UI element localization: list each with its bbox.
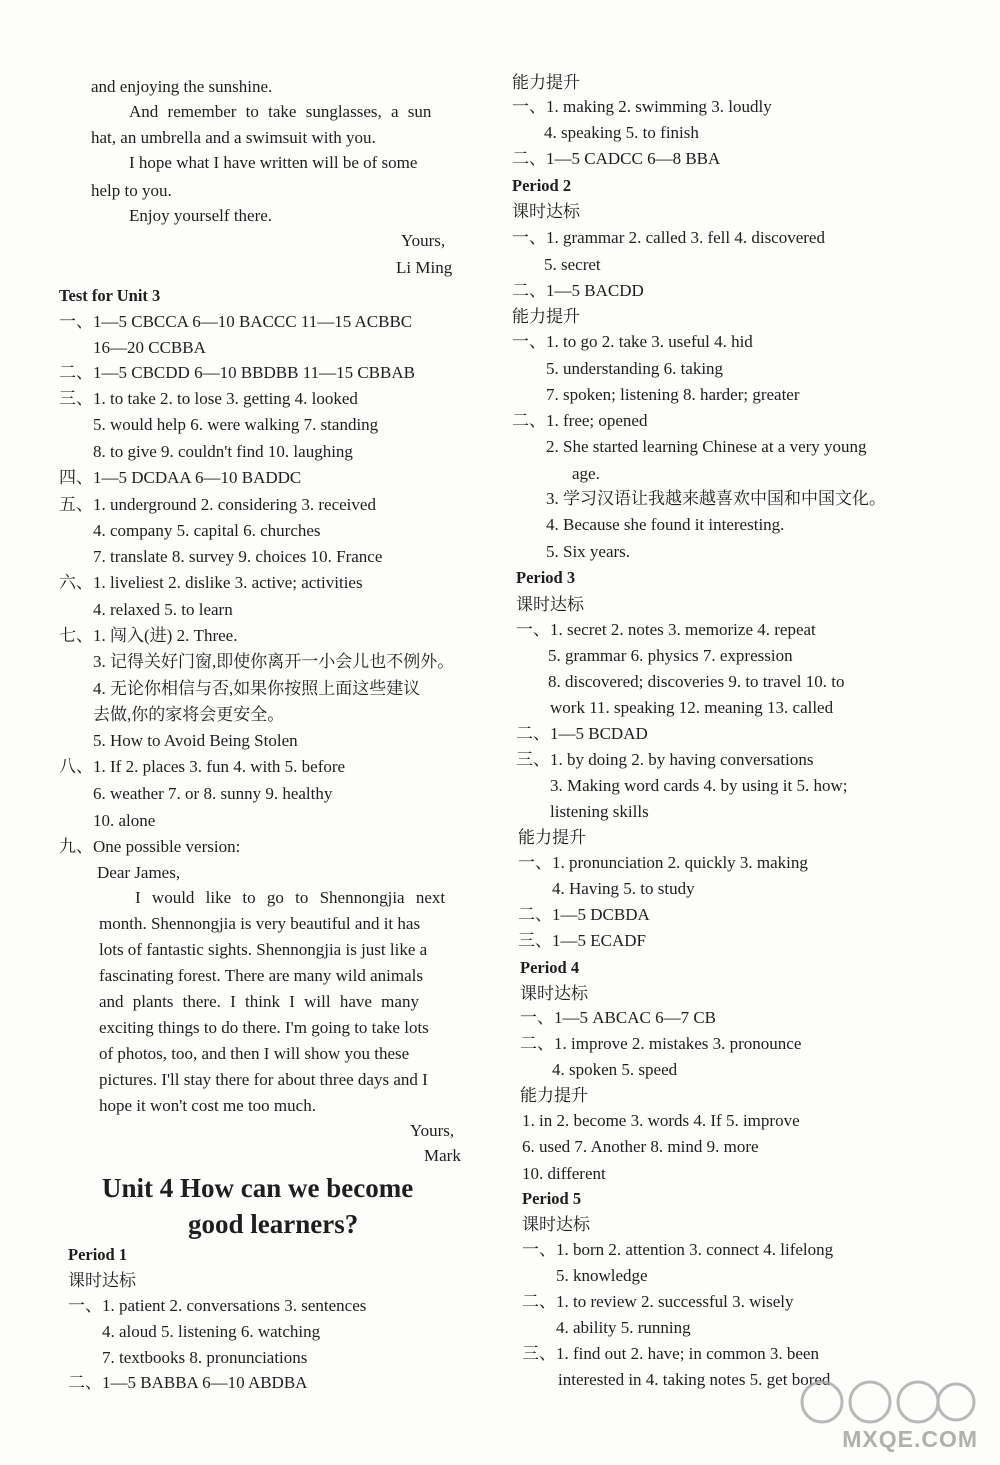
- essay-line: of photos, too, and then I will show you these: [99, 1044, 410, 1063]
- letter-line: I hope what I have written will be of some: [129, 153, 418, 172]
- answer-line: 二、1. to review 2. successful 3. wisely: [522, 1292, 794, 1311]
- answer-line: 4. ability 5. running: [556, 1318, 691, 1337]
- answer-line: 三、1. find out 2. have; in common 3. been: [522, 1344, 819, 1363]
- answer-line: 一、1—5 ABCAC 6—7 CB: [520, 1008, 716, 1027]
- subsection-label: 课时达标: [522, 1215, 590, 1234]
- letter-line: And remember to take sunglasses, a sun: [129, 102, 432, 121]
- unit-title: good learners?: [188, 1209, 359, 1239]
- answer-line: 5. secret: [544, 255, 601, 274]
- subsection-label: 课时达标: [512, 202, 580, 221]
- letter-line: Enjoy yourself there.: [129, 206, 273, 225]
- subsection-label: 能力提升: [520, 1086, 588, 1105]
- answer-line: 一、1. born 2. attention 3. connect 4. lifelong: [522, 1240, 834, 1259]
- answer-line: 二、1—5 BACDD: [512, 281, 644, 300]
- essay-line: Dear James,: [97, 863, 181, 882]
- letter-line: hat, an umbrella and a swimsuit with you.: [91, 128, 376, 147]
- answer-line: work 11. speaking 12. meaning 13. called: [550, 698, 834, 717]
- answer-line: 7. spoken; listening 8. harder; greater: [546, 385, 800, 404]
- answer-line: 3. 记得关好门窗,即使你离开一小会儿也不例外。: [93, 652, 455, 671]
- period-heading: Period 2: [512, 176, 572, 195]
- answer-line: 一、1. pronunciation 2. quickly 3. making: [518, 853, 808, 872]
- essay-line: month. Shennongjia is very beautiful and it has: [99, 914, 421, 933]
- answer-line: 6. used 7. Another 8. mind 9. more: [522, 1137, 759, 1156]
- period-heading: Period 5: [522, 1189, 582, 1208]
- essay-line: lots of fantastic sights. Shennongjia is just like a: [99, 940, 428, 959]
- essay-signoff: Yours,: [410, 1121, 455, 1140]
- answer-line: 7. translate 8. survey 9. choices 10. France: [93, 547, 383, 566]
- answer-line: 四、1—5 DCDAA 6—10 BADDC: [59, 468, 302, 487]
- answer-line: 8. to give 9. couldn't find 10. laughing: [93, 442, 353, 461]
- answer-line: 二、1—5 CBCDD 6—10 BBDBB 11—15 CBBAB: [59, 363, 415, 382]
- answer-line: 4. spoken 5. speed: [552, 1060, 678, 1079]
- answer-line: 二、1—5 CADCC 6—8 BBA: [512, 149, 721, 168]
- essay-line: fascinating forest. There are many wild animals: [99, 966, 423, 985]
- answer-line: 三、1—5 ECADF: [518, 931, 646, 950]
- answer-line: 1. in 2. become 3. words 4. If 5. improve: [522, 1111, 800, 1130]
- answer-line: 一、1. patient 2. conversations 3. sentences: [68, 1296, 367, 1315]
- subsection-label: 能力提升: [512, 307, 580, 326]
- answer-line: age.: [572, 464, 600, 483]
- letter-line: help to you.: [91, 181, 172, 200]
- answer-line: 7. textbooks 8. pronunciations: [102, 1348, 308, 1367]
- answer-line: 5. knowledge: [556, 1266, 648, 1285]
- answer-line: 三、1. to take 2. to lose 3. getting 4. looked: [59, 389, 358, 408]
- answer-line: 4. Having 5. to study: [552, 879, 695, 898]
- answer-line: 5. understanding 6. taking: [546, 359, 724, 378]
- answer-line: 一、1. grammar 2. called 3. fell 4. discovered: [512, 228, 825, 247]
- answer-line: 二、1—5 DCBDA: [518, 905, 650, 924]
- answer-line: 一、1—5 CBCCA 6—10 BACCC 11—15 ACBBC: [59, 312, 413, 331]
- answer-line: 3. Making word cards 4. by using it 5. how;: [550, 776, 848, 795]
- answer-line: 5. grammar 6. physics 7. expression: [548, 646, 793, 665]
- answer-line: 5. How to Avoid Being Stolen: [93, 731, 298, 750]
- unit-title: Unit 4 How can we become: [102, 1173, 414, 1203]
- watermark-text: MXQE.COM: [842, 1426, 978, 1452]
- answer-line: 八、1. If 2. places 3. fun 4. with 5. before: [59, 757, 346, 776]
- letter-signature: Li Ming: [396, 258, 453, 277]
- period-heading: Period 3: [516, 568, 576, 587]
- letter-signoff: Yours,: [401, 231, 446, 250]
- subsection-label: 能力提升: [518, 828, 586, 847]
- answer-line: 4. Because she found it interesting.: [546, 515, 785, 534]
- essay-line: exciting things to do there. I'm going to take lots: [99, 1018, 429, 1037]
- answer-line: 五、1. underground 2. considering 3. received: [59, 495, 376, 514]
- section-heading: Test for Unit 3: [59, 286, 161, 305]
- answer-line: 一、1. secret 2. notes 3. memorize 4. repeat: [516, 620, 816, 639]
- answer-line: 七、1. 闯入(进) 2. Three.: [59, 626, 238, 645]
- answer-line: interested in 4. taking notes 5. get bored: [558, 1370, 831, 1389]
- answer-line: 10. different: [522, 1164, 606, 1183]
- period-heading: Period 4: [520, 958, 580, 977]
- answer-line: 4. relaxed 5. to learn: [93, 600, 233, 619]
- answer-line: 4. 无论你相信与否,如果你按照上面这些建议: [93, 679, 421, 698]
- period-heading: Period 1: [68, 1245, 128, 1264]
- subsection-label: 能力提升: [512, 73, 580, 92]
- answer-line: 二、1—5 BABBA 6—10 ABDBA: [68, 1373, 308, 1392]
- subsection-label: 课时达标: [68, 1271, 136, 1290]
- answer-line: 10. alone: [93, 811, 156, 830]
- answer-line: 8. discovered; discoveries 9. to travel 10. to: [548, 672, 845, 691]
- answer-line: 去做,你的家将会更安全。: [93, 705, 285, 724]
- subsection-label: 课时达标: [516, 595, 584, 614]
- letter-line: and enjoying the sunshine.: [91, 77, 273, 96]
- answer-line: 4. company 5. capital 6. churches: [93, 521, 321, 540]
- answer-line: 二、1—5 BCDAD: [516, 724, 648, 743]
- answer-line: 二、1. free; opened: [512, 411, 648, 430]
- answer-line: 一、1. making 2. swimming 3. loudly: [512, 97, 772, 116]
- essay-line: hope it won't cost me too much.: [99, 1096, 316, 1115]
- answer-line: 6. weather 7. or 8. sunny 9. healthy: [93, 784, 333, 803]
- answer-line: 九、One possible version:: [59, 837, 241, 856]
- answer-line: 2. She started learning Chinese at a very young: [546, 437, 867, 456]
- answer-line: 六、1. liveliest 2. dislike 3. active; activities: [59, 573, 363, 592]
- essay-line: I would like to go to Shennongjia next: [135, 888, 446, 907]
- answer-line: 4. speaking 5. to finish: [544, 123, 699, 142]
- subsection-label: 课时达标: [520, 984, 588, 1003]
- answer-line: 二、1. improve 2. mistakes 3. pronounce: [520, 1034, 802, 1053]
- answer-line: listening skills: [550, 802, 649, 821]
- essay-signature: Mark: [424, 1146, 461, 1165]
- answer-line: 16—20 CCBBA: [93, 338, 206, 357]
- essay-line: and plants there. I think I will have many: [99, 992, 419, 1011]
- answer-line: 4. aloud 5. listening 6. watching: [102, 1322, 321, 1341]
- answer-line: 3. 学习汉语让我越来越喜欢中国和中国文化。: [546, 489, 886, 508]
- answer-line: 三、1. by doing 2. by having conversations: [516, 750, 814, 769]
- answer-line: 5. Six years.: [546, 542, 631, 561]
- answer-line: 5. would help 6. were walking 7. standing: [93, 415, 379, 434]
- essay-line: pictures. I'll stay there for about three days and I: [99, 1070, 428, 1089]
- answer-line: 一、1. to go 2. take 3. useful 4. hid: [512, 332, 753, 351]
